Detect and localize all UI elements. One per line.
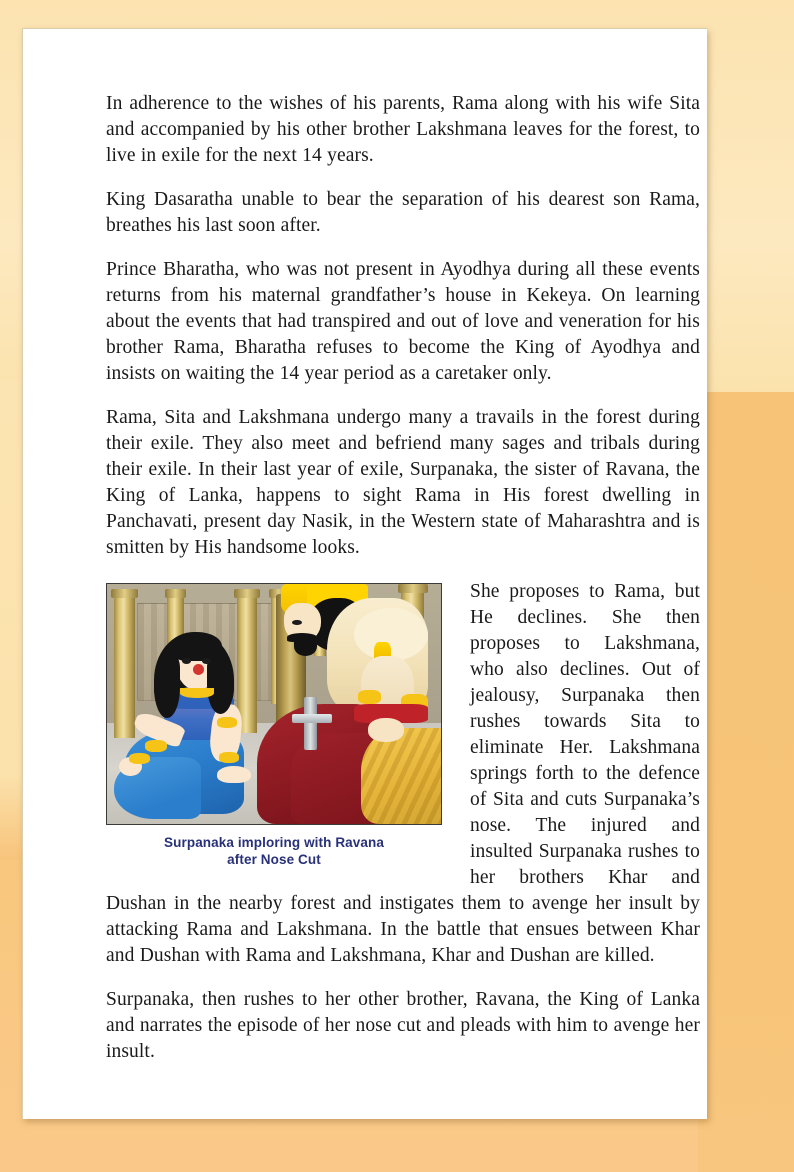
ravana-hand bbox=[368, 718, 405, 742]
illustration-pillar bbox=[237, 589, 257, 733]
surpanaka-necklace bbox=[180, 688, 213, 698]
paragraph-5: She proposes to Rama, but He declines. She then proposes to Lakshmana, who also declines. Out of jealousy, Surpanaka then rushes towards Sita to eliminate Her. Lakshmana springs forth to the defence of Sita and cuts Surpanaka’s nose. The injured and insulted Surpanaka rushes to her brothers Khar and Dushan in the nearby forest and instigates them to avenge her insult by attacking Rama and Lakshmana. In the battle that ensues between Khar and Dushan with Rama and Lakshmana, Khar and Dushan are killed. bbox=[106, 581, 700, 966]
figure-caption-line-1: Surpanaka imploring with Ravana bbox=[164, 835, 384, 850]
ravana-gold-cloth bbox=[361, 728, 442, 824]
border-tone-bottom-right bbox=[698, 392, 794, 1172]
ravana-shoulder bbox=[354, 608, 427, 661]
figure-surpanaka-ravana bbox=[106, 583, 442, 868]
illustration-pillar bbox=[114, 589, 136, 738]
surpanaka-bangle bbox=[145, 740, 167, 752]
illustration-image bbox=[106, 583, 442, 825]
surpanaka-eye bbox=[202, 658, 211, 664]
surpanaka-bangle bbox=[217, 717, 237, 728]
paragraph-2: King Dasaratha unable to bear the separation of his dearest son Rama, breathes his last soon after. bbox=[106, 189, 700, 236]
ravana-armband bbox=[358, 690, 381, 704]
paragraph-4: Rama, Sita and Lakshmana undergo many a travails in the forest during their exile. They also meet and befriend many sages and tribals during their exile. In their last year of exile, Surpanaka, the sister of Ravana, the King of Lanka, happens to sight Rama in His forest dwelling in Panchavati, present day Nasik, in the Western state of Maharashtra and is smitten by His handsome looks. bbox=[106, 407, 700, 558]
figure-caption-line-2: after Nose Cut bbox=[227, 852, 321, 867]
document-page bbox=[22, 28, 707, 1119]
paragraph-6: Surpanaka, then rushes to her other brother, Ravana, the King of Lanka and narrates the episode of her nose cut and pleads with him to avenge her insult. bbox=[106, 989, 700, 1062]
surpanaka-hair-side bbox=[207, 656, 234, 714]
paragraph-1: In adherence to the wishes of his parents, Rama along with his wife Sita and accompanied by his other brother Lakshmana leaves for the forest, to live in exile for the next 14 years. bbox=[106, 93, 700, 166]
page-content bbox=[106, 91, 700, 1065]
ravana-sword bbox=[304, 697, 317, 750]
surpanaka-bangle bbox=[219, 752, 239, 763]
paragraph-3: Prince Bharatha, who was not present in Ayodhya during all these events returns from his maternal grandfather’s house in Kekeya. On learning about the events that had transpired and out of love and veneration for his brother Rama, Bharatha refuses to become the King of Ayodhya and insists on waiting the 14 year period as a caretaker only. bbox=[106, 259, 700, 384]
surpanaka-foot bbox=[217, 766, 250, 783]
ravana-sword-hilt bbox=[292, 714, 332, 724]
surpanaka-bangle bbox=[129, 753, 151, 764]
figure-caption bbox=[106, 834, 442, 868]
